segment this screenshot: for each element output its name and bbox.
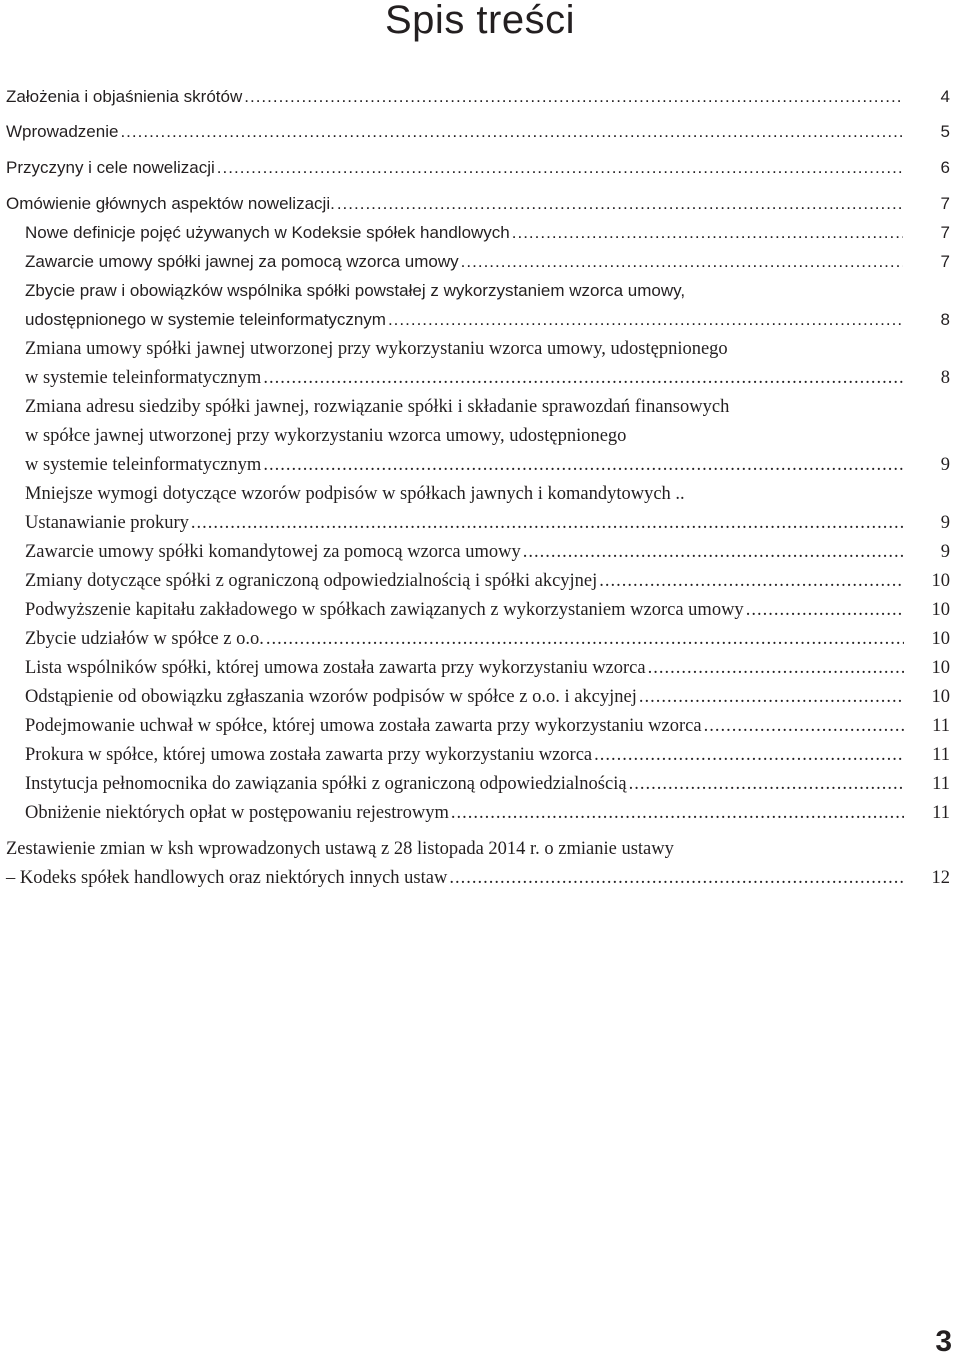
toc-entry-title: w systemie teleinformatycznym (25, 455, 262, 475)
toc-entry-title: Omówienie głównych aspektów nowelizacji. (6, 194, 335, 213)
toc-entry[interactable] (6, 87, 950, 107)
toc-subentry[interactable] (25, 716, 950, 737)
toc-entry-page: 5 (940, 122, 950, 141)
toc-entry[interactable] (6, 194, 950, 214)
toc-subentry[interactable] (25, 774, 950, 795)
toc-subentry-continued-line (25, 281, 685, 301)
toc-entry-title: udostępnionego w systemie teleinformatycznym (25, 310, 386, 329)
toc-leader (746, 600, 904, 621)
toc-entry-page: 7 (940, 223, 950, 242)
toc-entry-title-line1: Zmiana umowy spółki jawnej utworzonej przy wykorzystaniu wzorca umowy, udostępnionego (25, 339, 728, 359)
toc-leader (266, 629, 904, 650)
toc-entry-page: 11 (932, 774, 950, 794)
toc-entry-page: 4 (940, 87, 950, 106)
toc-entry-page: 8 (940, 310, 950, 329)
toc-subentry[interactable] (25, 252, 950, 272)
toc-leader (512, 223, 903, 243)
toc-entry[interactable] (6, 158, 950, 178)
toc-entry-title: Zmiany dotyczące spółki z ograniczoną odpowiedzialnością i spółki akcyjnej (25, 571, 598, 591)
toc-entry-page: 8 (940, 368, 950, 388)
toc-leader (451, 803, 904, 824)
toc-entry-title: Zbycie udziałów w spółce z o.o. (25, 629, 264, 649)
toc-leader (191, 513, 903, 534)
page-title: Spis treści (385, 0, 575, 42)
toc-entry-page: 11 (932, 803, 950, 823)
toc-leader (337, 194, 903, 214)
toc-entry-page: 6 (940, 158, 950, 177)
toc-subentry[interactable] (25, 687, 950, 708)
toc-entry-title: Prokura w spółce, której umowa została zawarta przy wykorzystaniu wzorca (25, 745, 593, 765)
toc-entry-continued-line (6, 839, 674, 860)
toc-entry-page: 9 (940, 513, 950, 533)
toc-entry[interactable] (6, 868, 950, 889)
toc-leader (648, 658, 904, 679)
toc-entry[interactable] (6, 122, 950, 142)
toc-leader (449, 868, 903, 889)
toc-subentry[interactable] (25, 745, 950, 766)
toc-entry-page: 7 (940, 194, 950, 213)
toc-leader (704, 716, 905, 737)
toc-leader (120, 122, 902, 142)
toc-entry-title-line1: Zbycie praw i obowiązków wspólnika spółki powstałej z wykorzystaniem wzorca umowy, (25, 281, 686, 300)
toc-subentry[interactable] (25, 658, 950, 679)
toc-leader (263, 368, 902, 389)
toc-leader (263, 455, 902, 476)
toc-subentry-continued-line (25, 339, 728, 360)
toc-entry-title-line2: w spółce jawnej utworzonej przy wykorzystaniu wzorca umowy, udostępnionego (25, 426, 627, 446)
toc-entry-title: Instytucja pełnomocnika do zawiązania spółki z ograniczoną odpowiedzialnością (25, 774, 627, 794)
toc-leader (388, 310, 903, 330)
toc-leader (599, 571, 903, 592)
toc-entry-title: w systemie teleinformatycznym (25, 368, 262, 388)
toc-entry-title: Przyczyny i cele nowelizacji (6, 158, 215, 177)
toc-entry-page: 11 (932, 716, 950, 736)
toc-subentry[interactable] (25, 455, 950, 476)
toc-entry-title: Lista wspólników spółki, której umowa została zawarta przy wykorzystaniu wzorca (25, 658, 646, 678)
toc-subentry[interactable] (25, 223, 950, 243)
toc-entry-title: Zawarcie umowy spółki komandytowej za pomocą wzorca umowy (25, 542, 521, 562)
toc-subentry[interactable] (25, 803, 950, 824)
toc-subentry[interactable] (25, 310, 950, 330)
toc-entry-page: 7 (940, 252, 950, 271)
toc-entry-title: Wprowadzenie (6, 122, 119, 141)
toc-leader (639, 687, 904, 708)
toc-leader (461, 252, 903, 272)
toc-leader (217, 158, 903, 178)
toc-entry-page: 9 (940, 542, 950, 562)
toc-entry-title: Ustanawianie prokury (25, 513, 189, 533)
toc-subentry[interactable] (25, 600, 950, 621)
toc-leader (594, 745, 904, 766)
toc-subentry[interactable] (25, 629, 950, 650)
toc-subentry[interactable] (25, 484, 685, 505)
toc-subentry-continued-line (25, 397, 729, 418)
toc-entry-title: – Kodeks spółek handlowych oraz niektórych innych ustaw (6, 868, 448, 888)
toc-entry-title-line1: Zestawienie zmian w ksh wprowadzonych ustawą z 28 listopada 2014 r. o zmianie ustawy (6, 839, 674, 859)
toc-leader (244, 87, 902, 107)
toc-entry-title: Podejmowanie uchwał w spółce, której umowa została zawarta przy wykorzystaniu wzorca (25, 716, 702, 736)
toc-entry-title: Odstąpienie od obowiązku zgłaszania wzorów podpisów w spółce z o.o. i akcyjnej (25, 687, 637, 707)
toc-entry-page: 10 (931, 600, 950, 620)
toc-leader (523, 542, 903, 563)
toc-entry-page: 10 (931, 687, 950, 707)
toc-entry-title-line1: Zmiana adresu siedziby spółki jawnej, rozwiązanie spółki i składanie sprawozdań finansowych (25, 397, 730, 417)
toc-leader (629, 774, 905, 795)
toc-entry-title: Nowe definicje pojęć używanych w Kodeksie spółek handlowych (25, 223, 510, 242)
page-number: 3 (935, 1325, 952, 1358)
toc-entry-page: 12 (931, 868, 950, 888)
toc-entry-title: Obniżenie niektórych opłat w postępowaniu rejestrowym (25, 803, 449, 823)
toc-subentry[interactable] (25, 542, 950, 563)
toc-subentry-continued-line (25, 426, 626, 447)
toc-entry-title: Założenia i objaśnienia skrótów (6, 87, 243, 106)
toc-entry-page: 9 (940, 455, 950, 475)
toc-subentry[interactable] (25, 513, 950, 534)
toc-entry-page: 10 (931, 658, 950, 678)
toc-subentry[interactable] (25, 368, 950, 389)
toc-subentry[interactable] (25, 571, 950, 592)
toc-entry-page: 10 (931, 629, 950, 649)
toc-entry-title: Zawarcie umowy spółki jawnej za pomocą wzorca umowy (25, 252, 459, 271)
toc-entry-page: 11 (932, 745, 950, 765)
toc-entry-page: 10 (931, 571, 950, 591)
toc-entry-title: Podwyższenie kapitału zakładowego w spółkach zawiązanych z wykorzystaniem wzorca umowy (25, 600, 744, 620)
toc-entry-title: Mniejsze wymogi dotyczące wzorów podpisów w spółkach jawnych i komandytowych .. (25, 484, 685, 504)
